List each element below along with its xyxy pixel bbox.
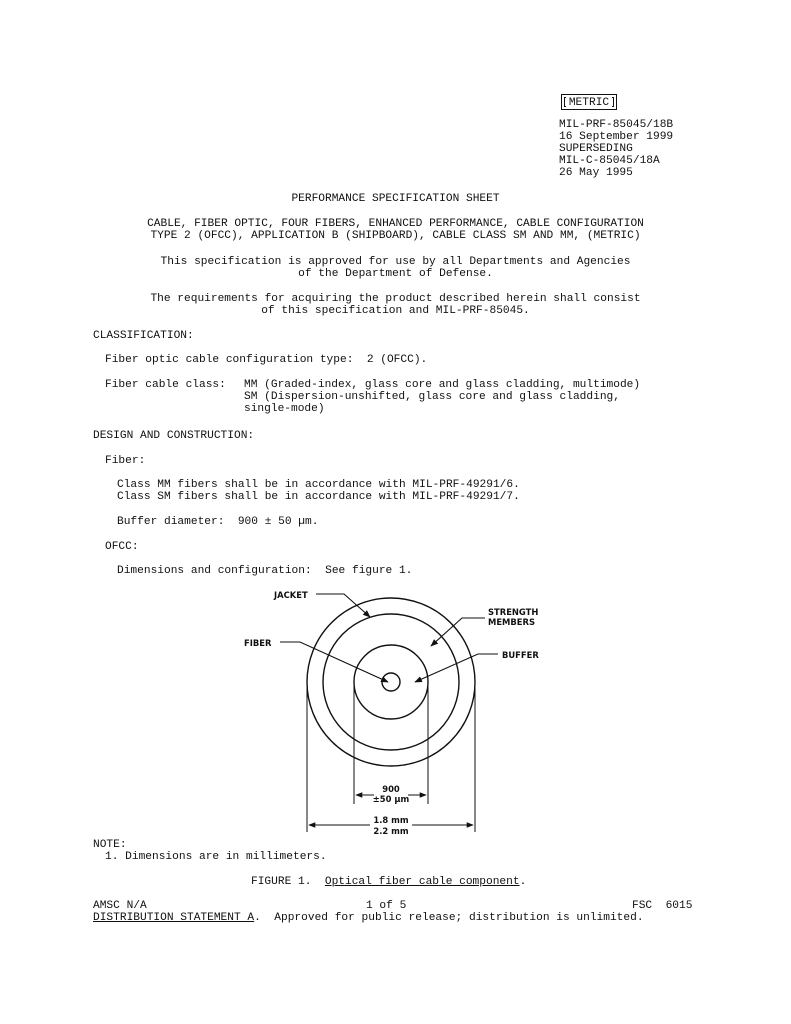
strength-member-circle xyxy=(323,614,459,750)
fiber-cable-figure xyxy=(230,582,560,842)
cable-class-label: Fiber cable class: xyxy=(105,379,226,391)
config-type: Fiber optic cable configuration type: 2 (OFCC). xyxy=(105,354,428,366)
approval-line1: This specification is approved for use by all Departments and Agencies xyxy=(160,256,631,268)
fiber-label: FIBER xyxy=(244,638,272,648)
class-sm-fiber: Class SM fibers shall be in accordance with MIL-PRF-49291/7. xyxy=(117,491,520,503)
fsc-code: FSC 6015 xyxy=(632,900,693,912)
jacket-label: JACKET xyxy=(274,590,308,600)
figure-caption-suffix: . xyxy=(519,876,527,888)
distribution-label: DISTRIBUTION STATEMENT A xyxy=(93,912,255,924)
figure-caption-title: Optical fiber cable component xyxy=(324,876,520,888)
page-number: 1 of 5 xyxy=(366,900,407,912)
strength-label-line2: MEMBERS xyxy=(488,617,535,627)
strength-label-line1: STRENGTH xyxy=(488,607,539,617)
ofcc-heading: OFCC: xyxy=(105,541,139,553)
requirements-line2: of this specification and MIL-PRF-85045. xyxy=(261,305,530,317)
superseded-date: 26 May 1995 xyxy=(559,167,633,179)
doc-number: MIL-PRF-85045/18B xyxy=(559,119,674,131)
fiber-circle xyxy=(382,673,400,691)
distribution-text: . Approved for public release; distribution is unlimited. xyxy=(254,912,644,924)
fiber-heading: Fiber: xyxy=(105,455,146,467)
superseded-doc: MIL-C-85045/18A xyxy=(559,155,660,167)
jacket-dim-min: 1.8 mm xyxy=(373,815,409,825)
jacket-circle xyxy=(307,598,475,766)
note-item-1: 1. Dimensions are in millimeters. xyxy=(105,851,327,863)
buffer-circle xyxy=(354,645,428,719)
metric-badge xyxy=(561,94,617,110)
buffer-dim-tolerance: ±50 µm xyxy=(372,794,410,804)
spec-title-line2: TYPE 2 (OFCC), APPLICATION B (SHIPBOARD), CABLE CLASS SM AND MM, (METRIC) xyxy=(150,230,641,242)
spec-title-line1: CABLE, FIBER OPTIC, FOUR FIBERS, ENHANCED PERFORMANCE, CABLE CONFIGURATION xyxy=(147,218,644,230)
buffer-diameter: Buffer diameter: 900 ± 50 µm. xyxy=(117,516,319,528)
requirements-line1: The requirements for acquiring the product described herein shall consist xyxy=(150,293,641,305)
figure-caption-prefix: FIGURE 1. xyxy=(251,876,325,888)
jacket-dim-max: 2.2 mm xyxy=(373,826,409,836)
sheet-title: PERFORMANCE SPECIFICATION SHEET xyxy=(291,193,500,205)
approval-line2: of the Department of Defense. xyxy=(298,268,493,280)
class-sm-desc-line1: SM (Dispersion-unshifted, glass core and glass cladding, xyxy=(244,391,620,403)
class-mm-desc: MM (Graded-index, glass core and glass cladding, multimode) xyxy=(244,379,641,391)
buffer-dim-value: 900 xyxy=(382,784,400,794)
amsc-label: AMSC N/A xyxy=(93,900,147,912)
figure-caption xyxy=(251,876,526,888)
doc-date: 16 September 1999 xyxy=(559,131,674,143)
note-heading: NOTE: xyxy=(93,839,127,851)
distribution-statement xyxy=(93,912,644,924)
metric-label: METRIC xyxy=(566,97,612,109)
design-heading: DESIGN AND CONSTRUCTION: xyxy=(93,430,255,442)
classification-heading: CLASSIFICATION: xyxy=(93,330,194,342)
class-sm-desc-line2: single-mode) xyxy=(244,403,325,415)
fiber-leader xyxy=(280,642,388,682)
buffer-label: BUFFER xyxy=(502,650,539,660)
dimensions-line: Dimensions and configuration: See figure 1. xyxy=(117,565,413,577)
superseding-label: SUPERSEDING xyxy=(559,143,633,155)
class-mm-fiber: Class MM fibers shall be in accordance with MIL-PRF-49291/6. xyxy=(117,479,520,491)
